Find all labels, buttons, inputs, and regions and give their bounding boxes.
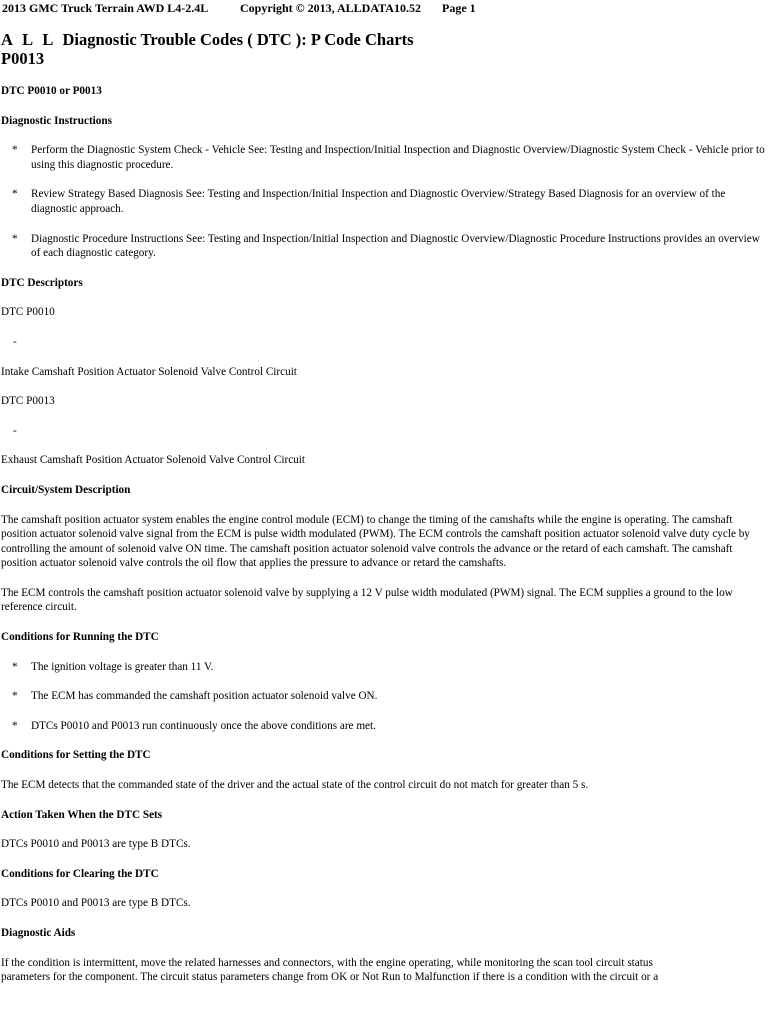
descriptor-code: DTC P0013 [1,395,55,408]
bullet-asterisk: * [12,144,18,157]
title-main: Diagnostic Trouble Codes ( DTC ): P Code Charts [62,30,414,49]
page-header [2,1,476,16]
diagnostic-aids-line: If the condition is intermittent, move the related harnesses and connectors, with the engine operating, while monitoring the scan tool circuit status [1,956,653,969]
action-taken-heading: Action Taken When the DTC Sets [1,808,163,821]
conditions-clearing-heading: Conditions for Clearing the DTC [1,867,159,880]
document-title [1,30,414,68]
header-copyright: Copyright © 2013, ALLDATA [240,1,394,15]
conditions-setting-heading: Conditions for Setting the DTC [1,749,151,762]
bullet-asterisk: * [12,232,18,245]
conditions-clearing-text: DTCs P0010 and P0013 are type B DTCs. [1,897,191,910]
diagnostic-aids-heading: Diagnostic Aids [1,927,76,939]
header-version: 10.52 [394,1,421,15]
diagnostic-aids-line: parameters for the component. The circuit status parameters change from OK or Not Run to Malfunction if there is a condition with the circuit or a [1,971,659,984]
bullet-asterisk: * [12,660,18,673]
list-item-text: Diagnostic Procedure Instructions See: Testing and Inspection/Initial Inspection and Diagnostic Overview/Diagnostic Procedure Instructions provides an overview of each diagnostic category. [31,232,760,260]
list-item [1,660,767,675]
descriptor-code: DTC P0010 [1,306,55,319]
list-item-text: Review Strategy Based Diagnosis See: Testing and Inspection/Initial Inspection and Diagnostic Overview/Strategy Based Diagnosis for an overview of the diagnostic approach. [31,188,726,215]
list-item-text: The ignition voltage is greater than 11 V. [31,660,214,673]
circuit-description-heading: Circuit/System Description [1,483,131,496]
action-taken-text: DTCs P0010 and P0013 are type B DTCs. [1,838,191,851]
list-item-text: Perform the Diagnostic System Check - Vehicle See: Testing and Inspection/Initial Inspection and Diagnostic Overview/Diagnostic System Check - Vehicle prior to using this diagnostic procedure. [31,144,765,171]
descriptor-dash: - [13,424,17,437]
title-prefix: A L L [1,30,57,49]
descriptor-description: Exhaust Camshaft Position Actuator Solenoid Valve Control Circuit [1,454,306,467]
descriptor-dash: - [13,335,17,348]
title-code: P0013 [1,49,45,68]
list-item-text: DTCs P0010 and P0013 run continuously once the above conditions are met. [31,719,376,732]
circuit-description-paragraph: The camshaft position actuator system enables the engine control module (ECM) to change the timing of the camshafts while the engine is operating. The camshaft position actuator solenoid valve signal from the ECM is pulse width modulated (PWM). The ECM controls the camshaft position actuator solenoid valve duty cycle by controlling the amount of solenoid valve ON time. The camshaft position actuator solenoid valve controls the advance or the retard of each camshaft. The camshaft position actuator solenoid valve controls the oil flow that applies the pressure to advance or retard the camshafts. [1,513,750,570]
list-item [1,719,767,734]
list-item [1,143,767,172]
bullet-asterisk: * [12,690,18,703]
list-item-text: The ECM has commanded the camshaft position actuator solenoid valve ON. [31,690,378,703]
document-body [1,84,767,985]
list-item [1,689,767,704]
conditions-setting-text: The ECM detects that the commanded state of the driver and the actual state of the control circuit do not match for greater than 5 s. [1,779,589,792]
list-item [1,187,767,216]
bullet-asterisk: * [12,188,18,201]
header-vehicle: 2013 GMC Truck Terrain AWD L4-2.4L [2,1,209,15]
descriptor-description: Intake Camshaft Position Actuator Solenoid Valve Control Circuit [1,365,297,378]
header-page-number: Page 1 [442,1,476,15]
dtc-descriptors-heading: DTC Descriptors [1,276,83,289]
diagnostic-instructions-heading: Diagnostic Instructions [1,114,112,127]
list-item [1,232,767,261]
title-line-1 [1,30,414,49]
conditions-running-heading: Conditions for Running the DTC [1,631,159,644]
bullet-asterisk: * [12,719,18,732]
dtc-heading: DTC P0010 or P0013 [1,85,102,97]
circuit-description-paragraph: The ECM controls the camshaft position actuator solenoid valve by supplying a 12 V pulse width modulated (PWM) signal. The ECM supplies a ground to the low reference circuit. [1,586,733,614]
